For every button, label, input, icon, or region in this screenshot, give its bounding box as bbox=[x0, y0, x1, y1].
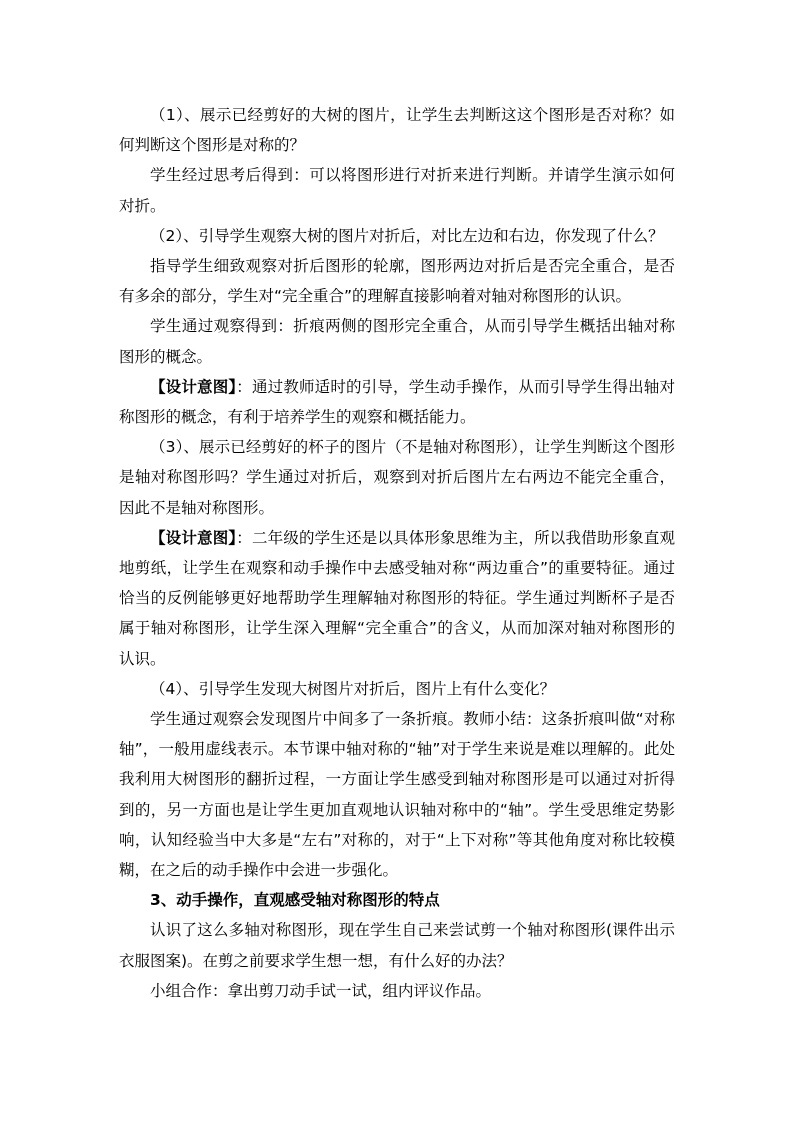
section-heading-3 bbox=[119, 885, 675, 915]
paragraph-text: （3）、展示已经剪好的杯子的图片（不是轴对称图形），让学生判断这个图形是轴对称图形吗？学生通过对折后，观察到对折后图片左右两边不能完全重合，因此不是轴对称图形。 bbox=[119, 438, 675, 517]
paragraph-text: （2）、引导学生观察大树的图片对折后，对比左边和右边，你发现了什么？ bbox=[150, 226, 664, 245]
paragraph-text: 学生经过思考后得到：可以将图形进行对折来进行判断。并请学生演示如何对折。 bbox=[119, 166, 675, 215]
paragraph-text: （4）、引导学生发现大树图片对折后，图片上有什么变化？ bbox=[150, 679, 556, 698]
paragraph-text: 学生通过观察会发现图片中间多了一条折痕。教师小结：这条折痕叫做“对称轴”，一般用虚线表示。本节课中轴对称的“轴”对于学生来说是难以理解的。此处我利用大树图形的翻折过程，一方面让学生感受到轴对称图形是可以通过对折得到的，另一方面也是让学生更加直观地认识轴对称中的“轴”。学生受思维定势影响，认知经验当中大多是“左右”对称的，对于“上下对称”等其他角度对称比较模糊，在之后的动手操作中会进一步强化。 bbox=[119, 710, 675, 880]
paragraph-axis-summary bbox=[119, 704, 675, 885]
paragraph-text: 指导学生细致观察对折后图形的轮廓，图形两边对折后是否完全重合，是否有多余的部分，学生对“完全重合”的理解直接影响着对轴对称图形的认识。 bbox=[119, 257, 675, 306]
paragraph-text: 认识了这么多轴对称图形，现在学生自己来尝试剪一个轴对称图形(课件出示衣服图案)。在剪之前要求学生想一想，有什么好的办法？ bbox=[119, 921, 675, 970]
paragraph-design-intent-2 bbox=[119, 523, 675, 674]
paragraph-guidance bbox=[119, 251, 675, 311]
paragraph-text: 学生通过观察得到：折痕两侧的图形完全重合，从而引导学生概括出轴对称图形的概念。 bbox=[119, 317, 675, 366]
paragraph-question-4 bbox=[119, 674, 675, 704]
design-intent-label: 【设计意图】 bbox=[150, 528, 237, 547]
design-intent-label: 【设计意图】 bbox=[150, 377, 237, 396]
paragraph-cutting-task bbox=[119, 915, 675, 975]
paragraph-group-work bbox=[119, 976, 675, 1006]
heading-text: 3、动手操作，直观感受轴对称图形的特点 bbox=[150, 891, 440, 910]
paragraph-student-answer-1 bbox=[119, 160, 675, 220]
paragraph-observation bbox=[119, 311, 675, 371]
document-body bbox=[119, 100, 675, 1006]
paragraph-text: ：通过教师适时的引导，学生动手操作，从而引导学生得出轴对称图形的概念，有利于培养学生的观察和概括能力。 bbox=[119, 377, 675, 427]
paragraph-text: （1）、展示已经剪好的大树的图片，让学生去判断这这个图形是否对称？如何判断这个图形是对称的？ bbox=[119, 106, 675, 155]
paragraph-question-3 bbox=[119, 432, 675, 523]
paragraph-question-2 bbox=[119, 221, 675, 251]
paragraph-design-intent-1 bbox=[119, 372, 675, 432]
paragraph-question-1 bbox=[119, 100, 675, 160]
paragraph-text: 小组合作：拿出剪刀动手试一试，组内评议作品。 bbox=[150, 981, 492, 1000]
paragraph-text: ：二年级的学生还是以具体形象思维为主，所以我借助形象直观地剪纸，让学生在观察和动手操作中去感受轴对称“两边重合”的重要特征。通过恰当的反例能够更好地帮助学生理解轴对称图形的特征。学生通过判断杯子是否属于轴对称图形，让学生深入理解“完全重合”的含义，从而加深对轴对称图形的认识。 bbox=[119, 528, 675, 668]
